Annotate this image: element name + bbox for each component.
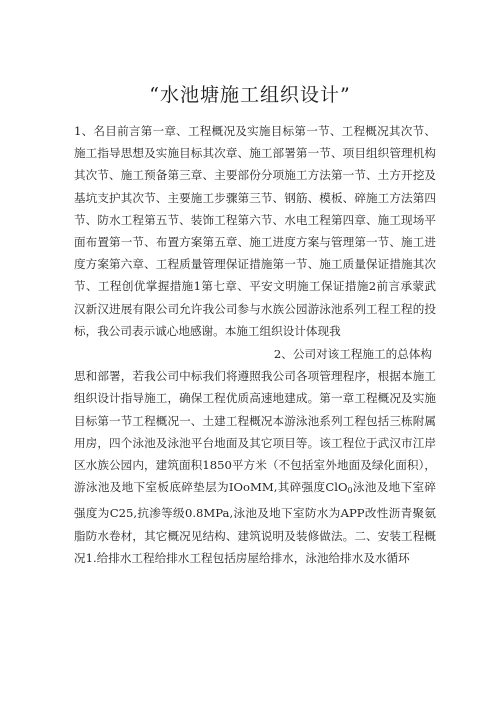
paragraph-2-first-line: 2、公司对该工程施工的总体构 [273,347,432,361]
document-title: “水池塘施工组织设计” [149,84,351,106]
paragraph-2-text-b: 泳池及地下室碎强度为C25,抗渗等级0.8MPa,泳池及地下室防水为APP改性沥青聚氨脂防水卷材，其它概况见结构、建筑说明及装修做法。二、安装工程概况1.给排水工程给排水工程包括房屋给排水，泳池给排水及水循环 [74,480,436,565]
paragraph-1: 1、名目前言第一章、工程概况及实施目标第一节、工程概况其次节、施工指导思想及实施目标其次章、施工部署第一节、项目组织管理机构其次节、施工预备第三章、主要部份分项施工方法第一节、土方开挖及基坑支护其次节、主要施工步骤第三节、钢筋、模板、碎施工方法第四节、防水工程第五节、装饰工程第六节、水电工程第四章、施工现场平面布置第一节、布置方案第五章、施工进度方案与管理第一节、施工进度方案第六章、工程质量管理保证措施第一节、施工质量保证措施其次节、工程创优掌握措施1第七章、平安文明施工保证措施2前言承蒙武汉新汉进展有限公司允许我公司参与水族公园游泳池系列工程工程的投标，我公司表示诚心地感谢。本施工组织设计体现我 [74,124,436,338]
paragraph-2-subscript: 0 [347,486,353,496]
paragraph-2-text-a: 思和部署，若我公司中标我们将遵照我公司各项管理程序，根据本施工组织设计指导施工，确保工程优质高速地建成。第一章工程概况及实施目标第一节工程概况一、土建工程概况本游泳池系列工程包括三栋附属用房，四个泳池及泳池平台地面及其它项目等。该工程位于武汉市江岸区水族公园内，建筑面积1850平方米（不包括室外地面及绿化面积），游泳池及地下室板底碎垫层为IOoMM,其碎强度ClO [74,369,436,495]
paragraph-2 [74,343,436,569]
